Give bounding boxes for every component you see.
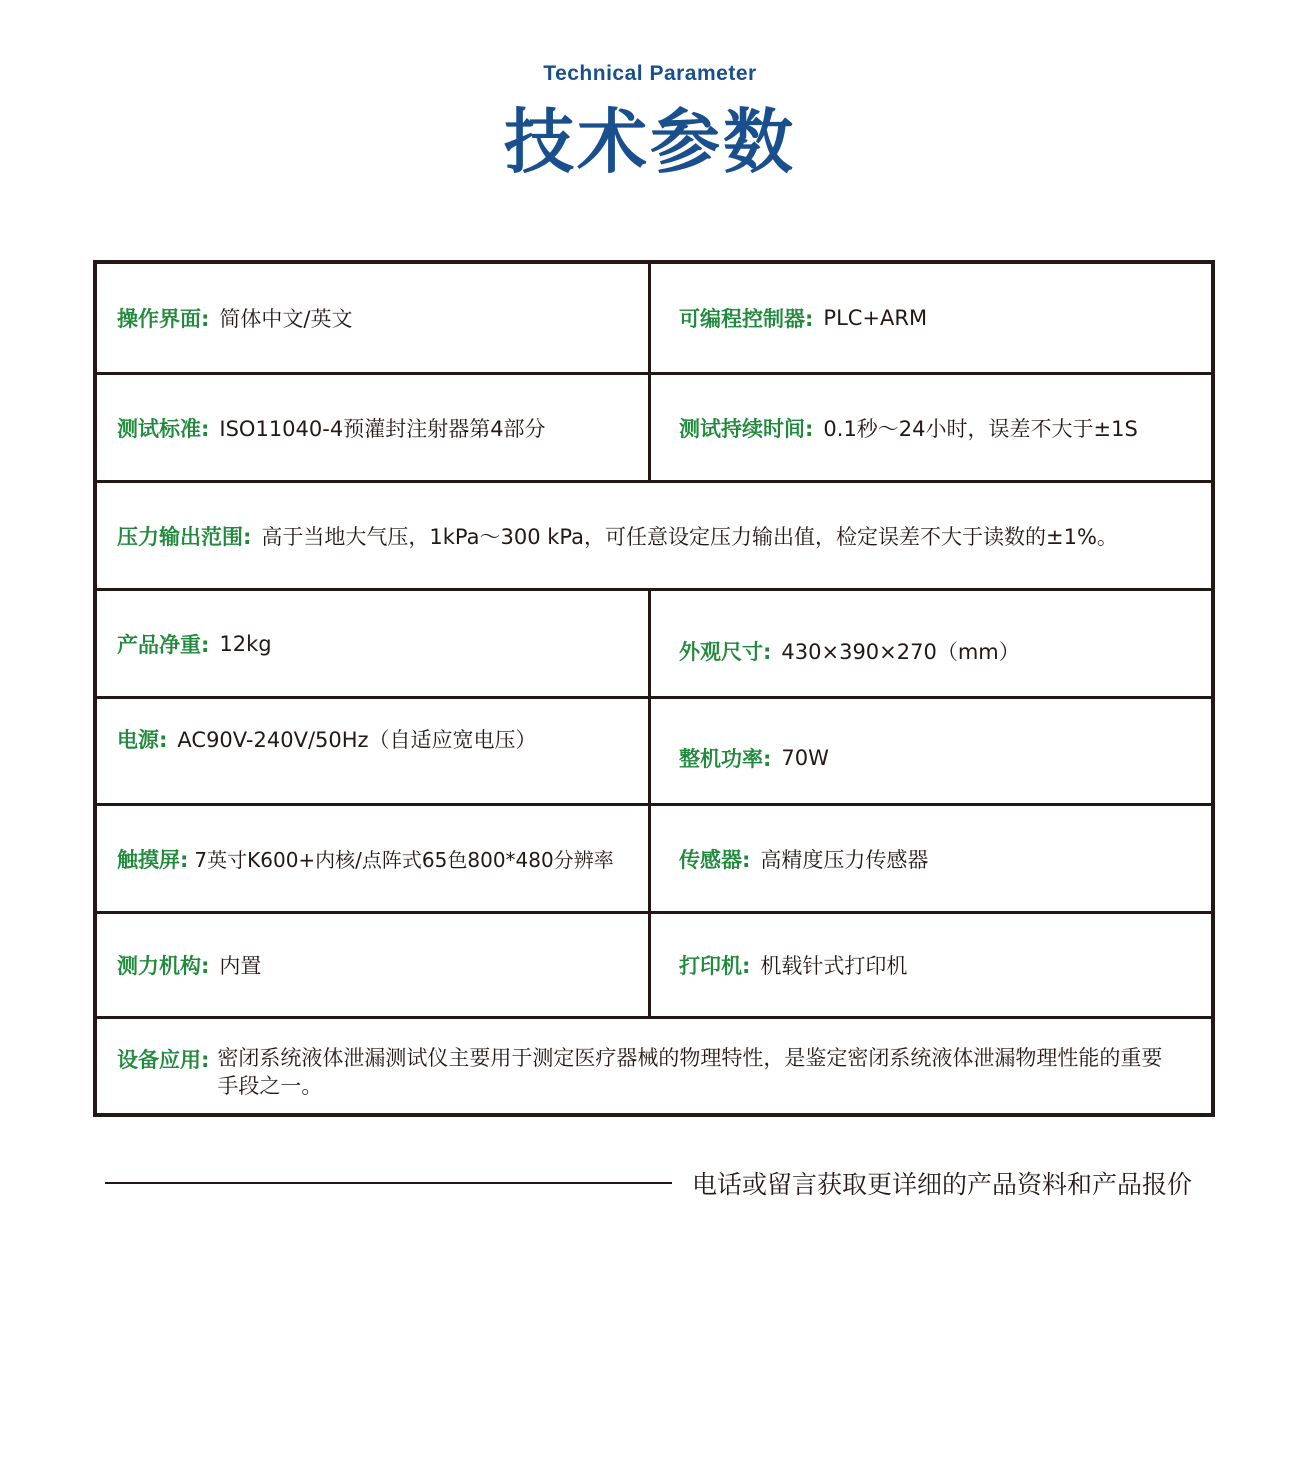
spec-cell bbox=[651, 264, 1211, 372]
spec-label: 电源: bbox=[117, 728, 168, 752]
spec-value: 70W bbox=[781, 746, 829, 770]
spec-cell bbox=[651, 591, 1211, 696]
spec-value: 高精度压力传感器 bbox=[760, 847, 929, 872]
spec-value: 7英寸K600+内核/点阵式65色800*480分辨率 bbox=[194, 848, 614, 872]
footer-divider bbox=[105, 1182, 672, 1184]
spec-label: 传感器: bbox=[679, 847, 751, 872]
footer-text: 电话或留言获取更详细的产品资料和产品报价 bbox=[692, 1170, 1193, 1199]
spec-value: 高于当地大气压，1kPa～300 kPa，可任意设定压力输出值，检定误差不大于读数的±1%。 bbox=[261, 524, 1118, 549]
spec-label: 测力机构: bbox=[117, 954, 210, 978]
spec-value: 12kg bbox=[219, 631, 272, 656]
spec-label: 设备应用: bbox=[117, 1048, 210, 1072]
spec-label: 触摸屏: bbox=[117, 847, 189, 872]
spec-value: 简体中文/英文 bbox=[219, 307, 353, 331]
spec-value: 430×390×270（mm） bbox=[781, 639, 1020, 664]
spec-value: 0.1秒～24小时，误差不大于±1S bbox=[823, 416, 1138, 441]
spec-label: 产品净重: bbox=[117, 632, 210, 657]
spec-cell bbox=[97, 914, 651, 1016]
spec-cell bbox=[651, 914, 1211, 1016]
spec-cell bbox=[97, 1019, 1211, 1114]
footer bbox=[0, 1163, 1300, 1203]
spec-value: AC90V-240V/50Hz（自适应宽电压） bbox=[177, 728, 537, 752]
subtitle: Technical Parameter bbox=[543, 62, 757, 85]
page-title: 技术参数 bbox=[504, 101, 796, 183]
spec-label: 打印机: bbox=[679, 954, 751, 978]
table-row bbox=[97, 699, 1211, 806]
spec-label: 可编程控制器: bbox=[679, 307, 814, 331]
table-row bbox=[97, 1019, 1211, 1114]
spec-value: 密闭系统液体泄漏测试仪主要用于测定医疗器械的物理特性，是鉴定密闭系统液体泄漏物理性能的重要手段之一。 bbox=[217, 1046, 1163, 1098]
spec-cell bbox=[97, 264, 651, 372]
spec-cell bbox=[651, 699, 1211, 803]
table-row bbox=[97, 914, 1211, 1019]
spec-cell bbox=[97, 375, 651, 480]
table-row bbox=[97, 264, 1211, 375]
table-row bbox=[97, 591, 1211, 699]
spec-table bbox=[93, 260, 1215, 1117]
table-row bbox=[97, 806, 1211, 914]
spec-value: 内置 bbox=[219, 954, 262, 978]
spec-cell bbox=[651, 375, 1211, 480]
spec-value: 机载针式打印机 bbox=[760, 954, 908, 978]
table-row bbox=[97, 483, 1211, 591]
spec-value: ISO11040-4预灌封注射器第4部分 bbox=[219, 416, 546, 441]
spec-label: 操作界面: bbox=[117, 307, 210, 331]
spec-cell bbox=[97, 699, 651, 803]
spec-cell bbox=[651, 806, 1211, 911]
spec-label: 测试标准: bbox=[117, 416, 210, 441]
spec-label: 整机功率: bbox=[679, 747, 772, 771]
spec-cell bbox=[97, 483, 1211, 588]
spec-value: PLC+ARM bbox=[823, 306, 928, 330]
spec-label: 压力输出范围: bbox=[117, 524, 252, 549]
table-row bbox=[97, 375, 1211, 483]
spec-label: 外观尺寸: bbox=[679, 639, 772, 664]
spec-cell bbox=[97, 806, 651, 911]
spec-cell bbox=[97, 591, 651, 696]
spec-label: 测试持续时间: bbox=[679, 416, 814, 441]
